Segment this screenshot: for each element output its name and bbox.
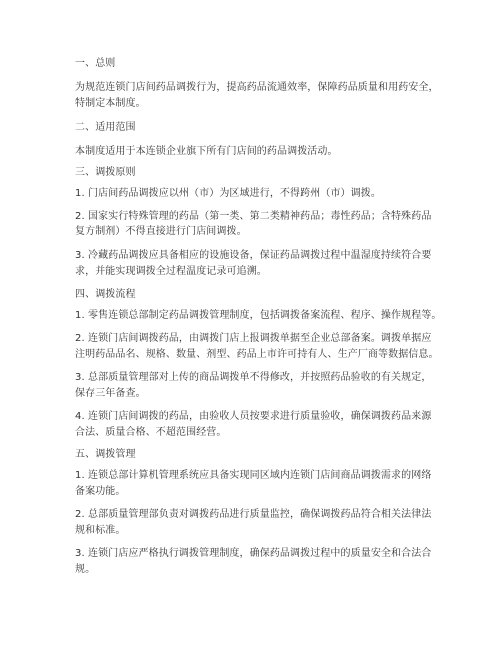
- paragraph-line: 1. 门店间药品调拨应以州（市）为区域进行，不得跨州（市）调拨。: [75, 188, 381, 199]
- paragraph-line: 规。: [75, 564, 96, 575]
- paragraph-line: 特制定本制度。: [75, 98, 146, 109]
- paragraph-line: 保存三年备查。: [75, 388, 146, 399]
- paragraph-line: 为规范连锁门店间药品调拨行为，提高药品流通效率，保障药品质量和用药安全，: [75, 82, 439, 93]
- paragraph-line: 规和标准。: [75, 525, 126, 536]
- paragraph-line: 求，并能实现调拨全过程温度记录可追溯。: [75, 266, 267, 277]
- section-heading: 五、调拨管理: [75, 449, 136, 460]
- paragraph-line: 4. 连锁门店间调拨的药品，由验收人员按要求进行质量验收，确保调拨药品来源: [75, 411, 432, 422]
- section-heading: 二、适用范围: [75, 122, 136, 133]
- paragraph-line: 2. 连锁门店间调拨药品，由调拨门店上报调拨单据至企业总部备案。调拨单据应: [75, 333, 432, 344]
- paragraph-line: 3. 总部质量管理部对上传的商品调拨单不得修改，并按照药品验收的有关规定，: [75, 372, 432, 383]
- paragraph-line: 3. 连锁门店应严格执行调拨管理制度，确保药品调拨过程中的质量安全和合法合: [75, 548, 432, 559]
- paragraph-line: 本制度适用于本连锁企业旗下所有门店间的药品调拨活动。: [75, 146, 338, 157]
- paragraph-line: 2. 总部质量管理部负责对调拨药品进行质量监控，确保调拨药品符合相关法律法: [75, 509, 432, 520]
- paragraph-line: 注明药品品名、规格、数量、剂型、药品上市许可持有人、生产厂商等数据信息。: [75, 349, 439, 360]
- section-heading: 四、调拨流程: [75, 289, 136, 300]
- paragraph-line: 2. 国家实行特殊管理的药品（第一类、第二类精神药品；毒性药品；含特殊药品: [75, 211, 432, 222]
- paragraph-line: 合法、质量合格、不超范围经营。: [75, 427, 227, 438]
- paragraph-line: 1. 零售连锁总部制定药品调拨管理制度，包括调拨备案流程、程序、操作规程等。: [75, 310, 442, 321]
- paragraph-line: 1. 连锁总部计算机管理系统应具备实现同区域内连锁门店间商品调拨需求的网络: [75, 470, 432, 481]
- section-heading: 三、调拨原则: [75, 167, 136, 178]
- paragraph-line: 复方制剂）不得直接进行门店间调拨。: [75, 226, 247, 237]
- paragraph-line: 备案功能。: [75, 486, 126, 497]
- paragraph-line: 3. 冷藏药品调拨应具备相应的设施设备，保证药品调拨过程中温湿度持续符合要: [75, 250, 432, 261]
- section-heading: 一、总则: [75, 58, 116, 69]
